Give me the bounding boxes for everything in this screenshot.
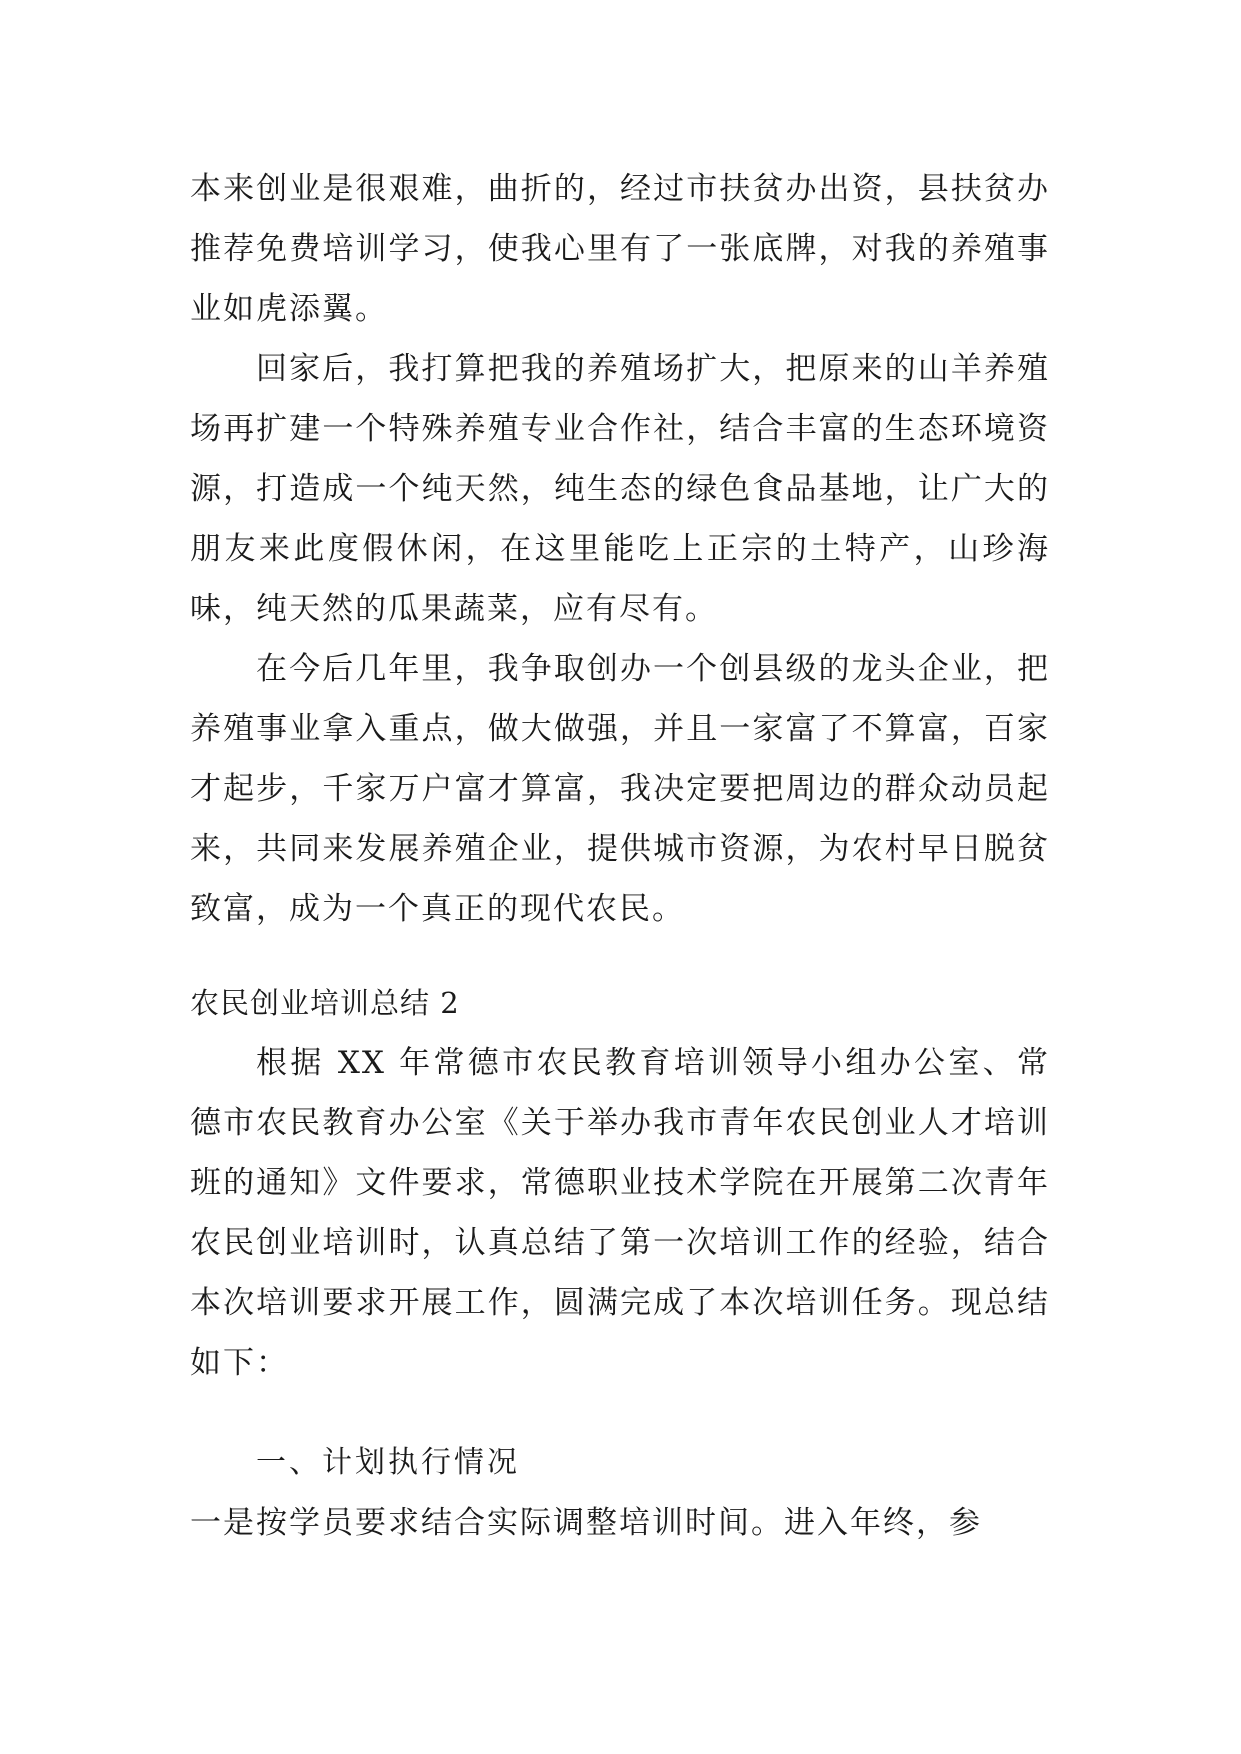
text-block-1: [190, 159, 1050, 939]
text-block-3: [190, 1493, 1050, 1553]
paragraph: 一是按学员要求结合实际调整培训时间。进入年终，参: [190, 1505, 982, 1541]
paragraph: 回家后，我打算把我的养殖场扩大，把原来的山羊养殖场再扩建一个特殊养殖专业合作社，结合丰富的生态环境资源，打造成一个纯天然，纯生态的绿色食品基地，让广大的朋友来此度假休闲，在这里能吃上正宗的土特产，山珍海味，纯天然的瓜果蔬菜，应有尽有。: [190, 351, 1050, 627]
paragraph: 在今后几年里，我争取创办一个创县级的龙头企业，把养殖事业拿入重点，做大做强，并且一家富了不算富，百家才起步，千家万户富才算富，我决定要把周边的群众动员起来，共同来发展养殖企业，提供城市资源，为农村早日脱贫致富，成为一个真正的现代农民。: [190, 651, 1050, 927]
text-block-2: [190, 1033, 1050, 1393]
paragraph: 本来创业是很艰难，曲折的，经过市扶贫办出资，县扶贫办推荐免费培训学习，使我心里有了一张底牌，对我的养殖事业如虎添翼。: [190, 171, 1050, 327]
section-heading: 农民创业培训总结 2: [190, 986, 460, 1020]
subsection-title: 一、计划执行情况: [256, 1445, 520, 1480]
paragraph: 根据 XX 年常德市农民教育培训领导小组办公室、常德市农民教育办公室《关于举办我市青年农民创业人才培训班的通知》文件要求，常德职业技术学院在开展第二次青年农民创业培训时，认真总结了第一次培训工作的经验，结合本次培训要求开展工作，圆满完成了本次培训任务。现总结如下：: [190, 1045, 1050, 1381]
